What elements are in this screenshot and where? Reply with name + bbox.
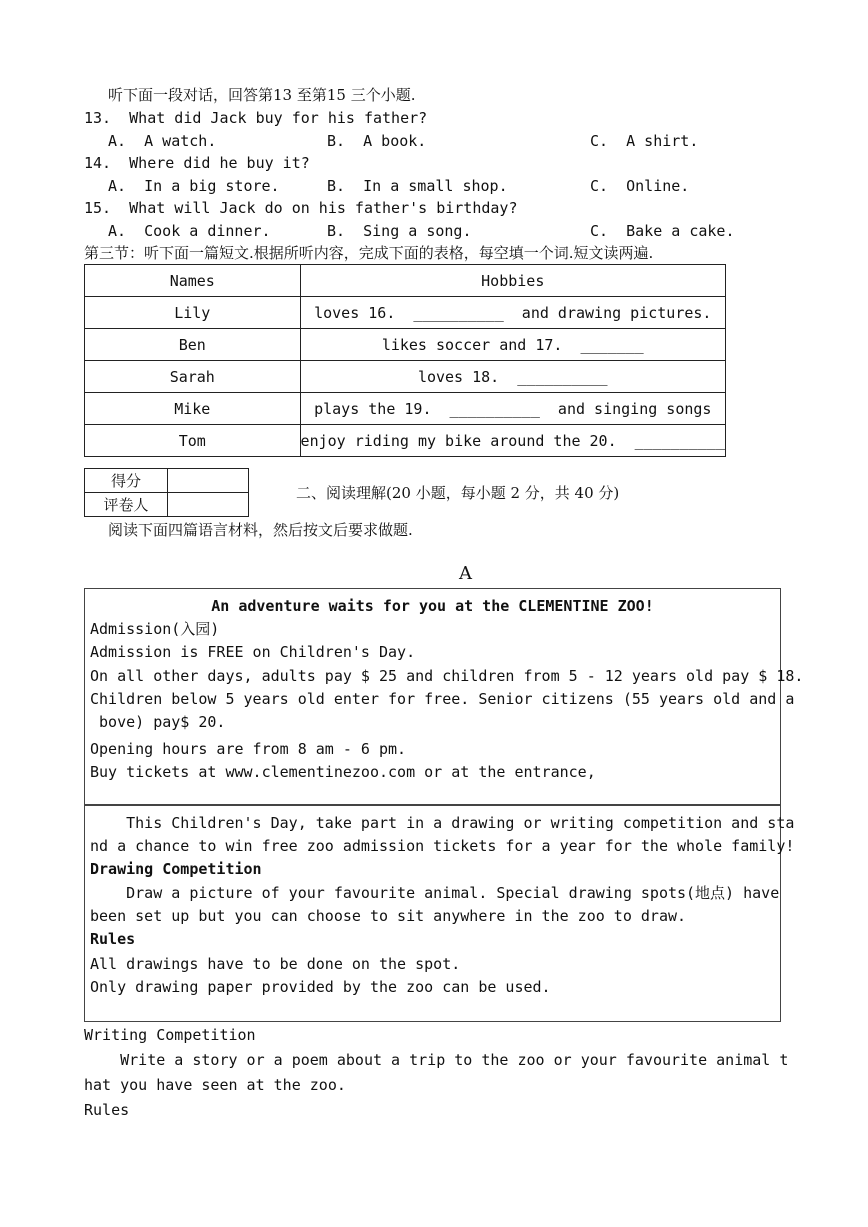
admission-line: On all other days, adults pay $ 25 and children from 5 - 12 years old pay $ 18.	[90, 667, 804, 685]
admission-line: Opening hours are from 8 am - 6 pm.	[90, 740, 407, 758]
competition-line: This Children's Day, take part in a drawing or writing competition and sta	[90, 814, 795, 832]
option-13-a: A. A watch.	[108, 132, 217, 150]
hobby-cell: loves 18. __________	[300, 361, 725, 393]
section3-instruction: 第三节：听下面一篇短文.根据所听内容，完成下面的表格，每空填一个词.短文读两遍.	[84, 244, 654, 262]
option-15-b: B. Sing a song.	[327, 222, 472, 240]
option-13-c: C. A shirt.	[590, 132, 699, 150]
admission-line: Admission is FREE on Children's Day.	[90, 643, 416, 661]
question-15: 15. What will Jack do on his father's birthday?	[84, 199, 518, 217]
listening-intro: 听下面一段对话，回答第13 至第15 三个小题.	[108, 86, 416, 104]
admission-title: Admission(入园)	[90, 620, 220, 638]
option-15-a: A. Cook a dinner.	[108, 222, 271, 240]
competition-line: nd a chance to win free zoo admission tickets for a year for the whole family!	[90, 837, 795, 855]
hobby-cell: likes soccer and 17. _______	[300, 329, 725, 361]
admission-line: bove) pay$ 20.	[90, 713, 226, 731]
reading-instruction: 阅读下面四篇语言材料，然后按文后要求做题.	[108, 521, 413, 539]
name-cell: Ben	[85, 329, 301, 361]
writing-rules-title: Rules	[84, 1101, 130, 1119]
rules-line: Only drawing paper provided by the zoo can be used.	[90, 978, 551, 996]
name-cell: Sarah	[85, 361, 301, 393]
hobby-cell: plays the 19. __________ and singing songs	[300, 393, 725, 425]
name-cell: Mike	[85, 393, 301, 425]
drawing-competition-title: Drawing Competition	[90, 860, 262, 878]
option-14-b: B. In a small shop.	[327, 177, 508, 195]
hobby-cell: enjoy riding my bike around the 20. __________	[300, 425, 725, 457]
name-cell: Tom	[85, 425, 301, 457]
table-row	[85, 393, 726, 425]
option-13-b: B. A book.	[327, 132, 427, 150]
table-row	[85, 297, 726, 329]
drawing-line: Draw a picture of your favourite animal. Special drawing spots(地点) have	[90, 884, 780, 902]
score-label: 得分	[85, 469, 168, 493]
grader-blank	[168, 493, 249, 517]
hobby-cell: loves 16. __________ and drawing pictures.	[300, 297, 725, 329]
writing-line: Write a story or a poem about a trip to the zoo or your favourite animal t	[84, 1051, 789, 1069]
header-hobbies: Hobbies	[300, 265, 725, 297]
header-names: Names	[85, 265, 301, 297]
option-14-a: A. In a big store.	[108, 177, 280, 195]
reading-section-title: 二、阅读理解(20 小题，每小题 2 分，共 40 分)	[296, 484, 620, 502]
table-header-row	[85, 265, 726, 297]
score-blank	[168, 469, 249, 493]
drawing-line: been set up but you can choose to sit anywhere in the zoo to draw.	[90, 907, 687, 925]
rules-title: Rules	[90, 930, 136, 948]
name-cell: Lily	[85, 297, 301, 329]
writing-competition-title: Writing Competition	[84, 1026, 256, 1044]
grader-label: 评卷人	[85, 493, 168, 517]
question-13: 13. What did Jack buy for his father?	[84, 109, 428, 127]
admission-line: Buy tickets at www.clementinezoo.com or at the entrance,	[90, 763, 596, 781]
admission-line: Children below 5 years old enter for free. Senior citizens (55 years old and a	[90, 690, 795, 708]
rules-line: All drawings have to be done on the spot.	[90, 955, 461, 973]
hobby-table	[84, 264, 726, 457]
passage-label: A	[459, 563, 472, 584]
table-row	[85, 425, 726, 457]
option-14-c: C. Online.	[590, 177, 690, 195]
zoo-headline: An adventure waits for you at the CLEMENTINE ZOO!	[211, 597, 654, 615]
score-box	[84, 468, 249, 517]
table-row	[85, 329, 726, 361]
question-14: 14. Where did he buy it?	[84, 154, 310, 172]
writing-line: hat you have seen at the zoo.	[84, 1076, 346, 1094]
table-row	[85, 361, 726, 393]
option-15-c: C. Bake a cake.	[590, 222, 735, 240]
